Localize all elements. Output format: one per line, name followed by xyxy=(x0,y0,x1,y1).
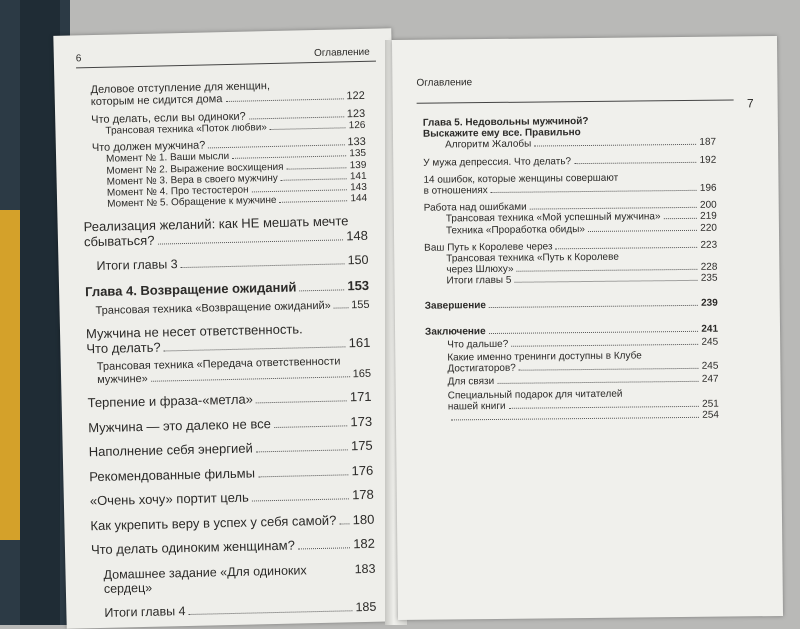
dot-leader xyxy=(489,330,699,333)
toc-entry-title: Для связи xyxy=(448,376,495,388)
dot-leader xyxy=(451,417,699,421)
header-rule xyxy=(76,61,376,69)
toc-entry-title: Как укрепить веру в успех у себя самой? xyxy=(90,513,336,533)
toc-entry-title: Что делать? xyxy=(86,340,160,356)
dot-leader xyxy=(497,381,699,384)
dot-leader xyxy=(225,99,343,103)
toc-entry xyxy=(88,414,372,435)
toc-entry xyxy=(91,537,375,558)
dot-leader xyxy=(280,200,348,203)
dot-leader xyxy=(158,239,344,244)
toc-entry-title: Мужчина — это далеко не все xyxy=(88,417,271,436)
toc-page-number: 133 xyxy=(347,136,366,149)
dot-leader xyxy=(189,610,353,615)
toc-page-number: 241 xyxy=(701,323,718,334)
toc-entry-title: Момент № 5. Обращение к мужчине xyxy=(107,195,277,210)
toc-page-number: 173 xyxy=(350,414,372,429)
toc-page-number: 178 xyxy=(352,488,374,503)
toc-entry-title: 14 ошибок, которые женщины совершают xyxy=(423,171,716,185)
toc-page-number: 220 xyxy=(700,222,717,233)
dot-leader xyxy=(274,425,348,428)
toc-entry-title: «Очень хочу» портит цель xyxy=(90,491,249,509)
dot-leader xyxy=(232,156,346,160)
dot-leader xyxy=(588,229,697,231)
toc-page-number: 139 xyxy=(350,159,367,171)
running-header: Оглавление xyxy=(314,47,370,59)
toc-page-number: 122 xyxy=(346,90,365,103)
toc-page-number: 171 xyxy=(350,390,372,405)
toc-entry xyxy=(85,279,369,300)
toc-entry-title: Момент № 3. Вера в своего мужчину xyxy=(107,173,278,188)
toc-entry xyxy=(447,336,718,350)
toc-page-number: 180 xyxy=(353,513,375,528)
toc-page-number: 245 xyxy=(701,336,718,347)
toc-entry xyxy=(90,513,374,534)
dot-leader xyxy=(256,400,347,403)
toc-page-number: 135 xyxy=(349,148,366,160)
dot-leader xyxy=(164,346,346,351)
dot-leader xyxy=(519,368,699,371)
toc-entry xyxy=(448,410,719,424)
dot-leader xyxy=(489,305,698,308)
toc-page-number: 182 xyxy=(353,537,375,552)
dot-leader xyxy=(509,406,700,409)
toc-entry-title: Трансовая техника «Возвращение ожиданий» xyxy=(95,300,330,318)
toc-entry xyxy=(425,323,718,337)
toc-page-number: 155 xyxy=(351,299,370,312)
toc-entry-title: Мужчина не несет ответственность. xyxy=(86,321,370,342)
toc-page-number: 148 xyxy=(346,229,368,244)
toc-entry-title: Что дальше? xyxy=(447,339,508,351)
dot-leader xyxy=(514,280,697,283)
toc-entry-title: Завершение xyxy=(425,301,486,313)
toc-entry xyxy=(446,251,717,276)
toc-entry-title: Алгоритм Жалобы xyxy=(445,139,531,151)
toc-page-number: 223 xyxy=(700,239,717,250)
toc-entry-title: Итоги главы 3 xyxy=(96,258,177,274)
toc-entry xyxy=(104,600,376,620)
toc-page-number: 196 xyxy=(700,183,717,194)
toc-page-number: 126 xyxy=(349,120,366,132)
dot-leader xyxy=(256,449,348,452)
toc-entry-title: Итоги главы 4 xyxy=(104,604,185,620)
toc-entry-title: Специальный подарок для читателей xyxy=(448,387,719,401)
dot-leader xyxy=(299,290,344,292)
dot-leader xyxy=(252,189,348,192)
toc-entry xyxy=(90,78,364,109)
toc-page-number: 141 xyxy=(350,171,367,183)
toc-page-number: 150 xyxy=(347,253,368,267)
toc-page-number: 228 xyxy=(701,262,718,273)
toc-entry xyxy=(423,171,716,196)
toc-entry-title: в отношениях xyxy=(424,185,488,197)
toc-entry xyxy=(425,298,718,312)
toc-page-number: 143 xyxy=(350,182,367,194)
toc-entry-title: нашей книги xyxy=(448,401,506,413)
dot-leader xyxy=(208,144,344,148)
toc-entry-title: которым не сидится дома xyxy=(91,93,223,108)
dot-leader xyxy=(511,344,698,347)
dot-leader xyxy=(530,207,697,210)
toc-page-number: 185 xyxy=(355,600,376,614)
toc-entry xyxy=(89,439,373,460)
toc-entry xyxy=(97,355,371,386)
toc-page-number: 165 xyxy=(353,368,372,381)
left-page xyxy=(53,28,404,629)
toc-entry-title: Глава 4. Возвращение ожиданий xyxy=(85,281,297,300)
dot-leader xyxy=(270,127,346,130)
toc-page-number: 153 xyxy=(347,279,369,294)
toc-entry-title: мужчине» xyxy=(97,373,148,386)
dot-leader xyxy=(287,167,347,169)
toc-page-number: 239 xyxy=(701,298,718,309)
toc-entry xyxy=(448,387,719,412)
toc-page-number: 251 xyxy=(702,398,719,409)
toc-entry-title: У мужа депрессия. Что делать? xyxy=(423,156,571,169)
toc-page-number: 187 xyxy=(699,137,716,148)
toc-page-number: 183 xyxy=(354,562,375,576)
toc-entry-title: Что делать одиноким женщинам? xyxy=(91,539,295,558)
toc-page-number: 144 xyxy=(350,193,367,205)
dot-leader xyxy=(258,474,349,477)
toc-entry xyxy=(90,488,374,509)
toc-entry-title: Домашнее задание «Для одиноких сердец» xyxy=(103,562,349,596)
toc-page-number: 176 xyxy=(351,463,373,478)
toc-entry-title: Трансовая техника «Передача ответственности xyxy=(97,355,371,374)
toc-entry xyxy=(445,137,716,151)
toc-entry-title: Рекомендованные фильмы xyxy=(89,466,255,484)
header-rule xyxy=(417,99,734,103)
toc-page-number: 192 xyxy=(700,154,717,165)
toc-entry-title: сбываться? xyxy=(84,234,155,250)
toc-page-number: 175 xyxy=(351,439,373,454)
dot-leader xyxy=(534,144,696,147)
toc-entry xyxy=(446,222,717,236)
toc-entry xyxy=(447,350,718,375)
toc-entry-title: Что делать, если вы одиноки? xyxy=(91,110,246,126)
right-page xyxy=(392,36,783,620)
toc-entry-title: Трансовая техника «Путь к Королеве xyxy=(446,251,717,265)
toc-entry xyxy=(448,374,719,388)
toc-list xyxy=(423,115,719,424)
toc-entry-title: Деловое отступление для женщин, xyxy=(90,78,364,97)
toc-entry xyxy=(89,463,373,484)
dot-leader xyxy=(252,499,349,502)
toc-page-number: 254 xyxy=(702,410,719,421)
toc-entry-title: Достигаторов? xyxy=(447,363,516,375)
toc-entry-title: Итоги главы 5 xyxy=(446,275,511,287)
toc-entry-title: Трансовая техника «Мой успешный мужчина» xyxy=(446,212,661,225)
running-header: Оглавление xyxy=(416,77,472,89)
toc-entry-title: Терпение и фраза-«метла» xyxy=(88,393,254,411)
toc-entry-title: Наполнение себя энергией xyxy=(89,442,253,460)
toc-page-number: 161 xyxy=(349,336,371,351)
toc-entry xyxy=(103,562,376,596)
cover-stripe xyxy=(0,210,20,540)
toc-page-number: 245 xyxy=(702,361,719,372)
page-number: 6 xyxy=(76,53,82,64)
toc-entry-title: Выскажите ему все. Правильно xyxy=(423,127,581,140)
dot-leader xyxy=(574,161,696,163)
dot-leader xyxy=(491,190,697,193)
dot-leader xyxy=(339,523,349,524)
toc-entry-title: Момент № 2. Выражение восхищения xyxy=(106,161,283,176)
toc-entry xyxy=(88,390,372,411)
toc-page-number: 219 xyxy=(700,211,717,222)
toc-entry-title: Заключение xyxy=(425,326,486,338)
dot-leader xyxy=(334,307,348,308)
toc-page-number: 200 xyxy=(700,200,717,211)
toc-entry xyxy=(84,214,369,250)
page-number: 7 xyxy=(747,96,754,110)
toc-entry xyxy=(86,321,371,357)
toc-page-number: 247 xyxy=(702,374,719,385)
toc-entry xyxy=(423,115,716,140)
toc-entry-title: Глава 5. Недовольны мужчиной? xyxy=(423,115,716,129)
toc-entry-title: Техника «Проработка обиды» xyxy=(446,224,585,237)
toc-entry-title: Момент № 4. Про тестостерон xyxy=(107,185,249,199)
toc-entry xyxy=(423,154,716,168)
toc-entry-title: Что должен мужчина? xyxy=(92,140,206,155)
toc-entry-title: Трансовая техника «Поток любви» xyxy=(105,122,267,137)
toc-entry xyxy=(446,273,717,287)
toc-entry-title: через Шлюху» xyxy=(446,264,513,276)
toc-entry-title: Момент № 1. Ваши мысли xyxy=(106,151,229,165)
toc-entry xyxy=(95,299,369,318)
dot-leader xyxy=(249,116,344,119)
dot-leader xyxy=(151,376,350,382)
toc-entry-title: Ваш Путь к Королеве через xyxy=(424,241,553,254)
toc-entry-title: Работа над ошибками xyxy=(424,202,527,214)
toc-entry-title: Какие именно тренинги доступны в Клубе xyxy=(447,350,718,364)
dot-leader xyxy=(298,548,350,550)
toc-list xyxy=(68,73,376,620)
toc-page-number: 235 xyxy=(701,273,718,284)
dot-leader xyxy=(517,269,698,272)
dot-leader xyxy=(181,264,345,269)
dot-leader xyxy=(281,178,347,180)
dot-leader xyxy=(556,247,698,249)
toc-entry xyxy=(96,253,368,273)
toc-page-number: 123 xyxy=(347,107,366,120)
dot-leader xyxy=(664,218,698,219)
toc-entry-title: Реализация желаний: как НЕ мешать мечте xyxy=(84,214,368,235)
